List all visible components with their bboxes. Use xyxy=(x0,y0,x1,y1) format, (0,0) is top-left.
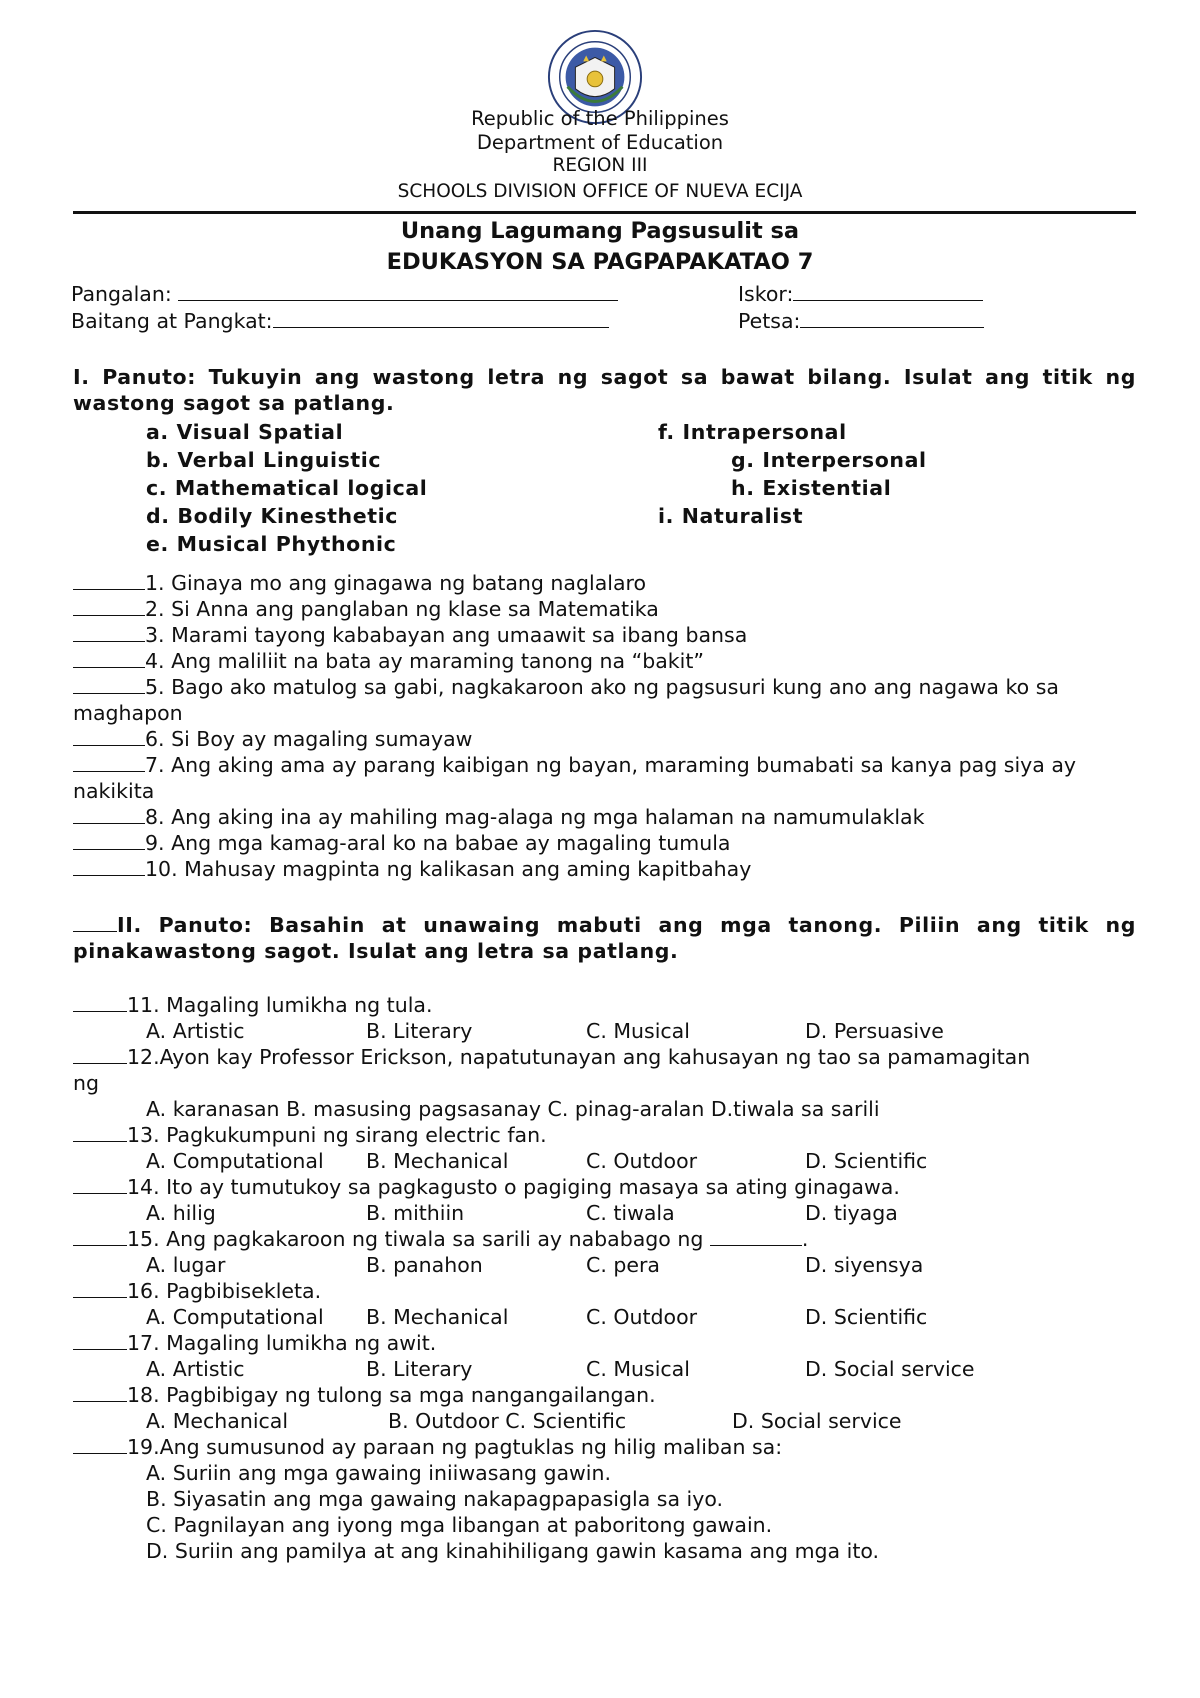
inline-blank[interactable] xyxy=(710,1227,802,1246)
question-16: 16. Pagbibisekleta. xyxy=(73,1279,321,1303)
question-14: 14. Ito ay tumutukoy sa pagkagusto o pagiging masaya sa ating ginagawa. xyxy=(73,1175,900,1199)
question-12: 12.Ayon kay Professor Erickson, napatutunayan ang kahusayan ng tao sa pamamagitan xyxy=(73,1045,1030,1069)
q19-option-b: B. Siyasatin ang mga gawaing nakapagpapasigla sa iyo. xyxy=(146,1487,724,1511)
exam-subject: EDUKASYON SA PAGPAPAKATAO 7 xyxy=(386,249,814,275)
q17-option-d: D. Social service xyxy=(805,1357,975,1381)
q11-option-b: B. Literary xyxy=(366,1019,473,1043)
q11-option-a: A. Artistic xyxy=(146,1019,245,1043)
q12-options: A. karanasan B. masusing pagsasanay C. pinag-aralan D.tiwala sa sarili xyxy=(146,1097,880,1121)
item-5-cont: maghapon xyxy=(73,701,183,725)
q18-option-d: D. Social service xyxy=(732,1409,902,1433)
q19-option-c: C. Pagnilayan ang iyong mga libangan at paboritong gawain. xyxy=(146,1513,773,1537)
date-field[interactable] xyxy=(738,309,984,333)
question-12-cont: ng xyxy=(73,1071,100,1095)
q13-option-b: B. Mechanical xyxy=(366,1149,509,1173)
part2-instruction: II. Panuto: Basahin at unawaing mabuti ang mga tanong. Piliin ang titik ng pinakawastong sagot. Isulat ang letra sa patlang. xyxy=(73,913,1136,963)
question-18: 18. Pagbibigay ng tulong sa mga nangangailangan. xyxy=(73,1383,656,1407)
q15-option-c: C. pera xyxy=(586,1253,660,1277)
q16-option-d: D. Scientific xyxy=(805,1305,928,1329)
header-republic: Republic of the Philippines xyxy=(471,107,729,130)
item-1: 1. Ginaya mo ang ginagawa ng batang naglalaro xyxy=(73,571,646,595)
date-blank[interactable] xyxy=(800,309,984,328)
answer-blank[interactable] xyxy=(73,805,145,824)
question-19: 19.Ang sumusunod ay paraan ng pagtuklas ng hilig maliban sa: xyxy=(73,1435,782,1459)
grade-label: Baitang at Pangkat: xyxy=(71,309,273,333)
choice-b: b. Verbal Linguistic xyxy=(146,448,382,472)
q16-option-a: A. Computational xyxy=(146,1305,324,1329)
score-label: Iskor: xyxy=(738,282,794,306)
item-6: 6. Si Boy ay magaling sumayaw xyxy=(73,727,472,751)
name-field[interactable] xyxy=(71,282,618,306)
answer-blank[interactable] xyxy=(73,831,145,850)
q14-option-c: C. tiwala xyxy=(586,1201,675,1225)
answer-blank[interactable] xyxy=(73,649,145,668)
date-label: Petsa: xyxy=(738,309,801,333)
score-blank[interactable] xyxy=(793,282,983,301)
answer-blank[interactable] xyxy=(73,1045,127,1064)
q15-option-d: D. siyensya xyxy=(805,1253,924,1277)
item-10: 10. Mahusay magpinta ng kalikasan ang aming kapitbahay xyxy=(73,857,751,881)
answer-blank[interactable] xyxy=(73,1383,127,1402)
item-8: 8. Ang aking ina ay mahiling mag-alaga ng mga halaman na namumulaklak xyxy=(73,805,924,829)
answer-blank[interactable] xyxy=(73,727,145,746)
q15-option-a: A. lugar xyxy=(146,1253,226,1277)
answer-blank[interactable] xyxy=(73,913,117,932)
answer-blank[interactable] xyxy=(73,1175,127,1194)
choice-h: h. Existential xyxy=(731,476,892,500)
q13-option-c: C. Outdoor xyxy=(586,1149,698,1173)
q17-option-b: B. Literary xyxy=(366,1357,473,1381)
header-divider xyxy=(73,211,1136,214)
choice-a: a. Visual Spatial xyxy=(146,420,344,444)
answer-blank[interactable] xyxy=(73,993,127,1012)
item-7: 7. Ang aking ama ay parang kaibigan ng bayan, maraming bumabati sa kanya pag siya ay xyxy=(73,753,1076,777)
q17-option-c: C. Musical xyxy=(586,1357,690,1381)
q18-option-a: A. Mechanical xyxy=(146,1409,289,1433)
item-5: 5. Bago ako matulog sa gabi, nagkakaroon ako ng pagsusuri kung ano ang nagawa ko sa xyxy=(73,675,1059,699)
item-3: 3. Marami tayong kababayan ang umaawit sa ibang bansa xyxy=(73,623,747,647)
question-15: 15. Ang pagkakaroon ng tiwala sa sarili ay nababago ng . xyxy=(73,1227,808,1251)
item-9: 9. Ang mga kamag-aral ko na babae ay magaling tumula xyxy=(73,831,731,855)
choice-c: c. Mathematical logical xyxy=(146,476,428,500)
answer-blank[interactable] xyxy=(73,597,145,616)
q14-option-b: B. mithiin xyxy=(366,1201,465,1225)
q13-option-a: A. Computational xyxy=(146,1149,324,1173)
q15-option-b: B. panahon xyxy=(366,1253,483,1277)
choice-d: d. Bodily Kinesthetic xyxy=(146,504,399,528)
part1-instruction: I. Panuto: Tukuyin ang wastong letra ng sagot sa bawat bilang. Isulat ang titik ng wastong sagot sa patlang. xyxy=(73,365,1136,415)
answer-blank[interactable] xyxy=(73,623,145,642)
header-department: Department of Education xyxy=(476,131,724,154)
choice-f: f. Intrapersonal xyxy=(658,420,847,444)
choice-g: g. Interpersonal xyxy=(731,448,927,472)
choice-i: i. Naturalist xyxy=(658,504,804,528)
q16-option-b: B. Mechanical xyxy=(366,1305,509,1329)
q13-option-d: D. Scientific xyxy=(805,1149,928,1173)
answer-blank[interactable] xyxy=(73,753,145,772)
q11-option-c: C. Musical xyxy=(586,1019,690,1043)
q14-option-d: D. tiyaga xyxy=(805,1201,898,1225)
question-17: 17. Magaling lumikha ng awit. xyxy=(73,1331,436,1355)
q16-option-c: C. Outdoor xyxy=(586,1305,698,1329)
answer-blank[interactable] xyxy=(73,1227,127,1246)
answer-blank[interactable] xyxy=(73,571,145,590)
grade-blank[interactable] xyxy=(273,309,609,328)
answer-blank[interactable] xyxy=(73,1331,127,1350)
question-13: 13. Pagkukumpuni ng sirang electric fan. xyxy=(73,1123,547,1147)
item-7-cont: nakikita xyxy=(73,779,155,803)
name-label: Pangalan: xyxy=(71,282,179,306)
q17-option-a: A. Artistic xyxy=(146,1357,245,1381)
choice-e: e. Musical Phythonic xyxy=(146,532,397,556)
exam-title: Unang Lagumang Pagsusulit sa xyxy=(400,218,800,244)
question-11: 11. Magaling lumikha ng tula. xyxy=(73,993,432,1017)
answer-blank[interactable] xyxy=(73,1279,127,1298)
header-region: REGION III xyxy=(552,155,648,176)
name-blank[interactable] xyxy=(178,282,618,301)
q14-option-a: A. hilig xyxy=(146,1201,216,1225)
grade-field[interactable] xyxy=(71,309,609,333)
header-division: SCHOOLS DIVISION OFFICE OF NUEVA ECIJA xyxy=(397,181,803,202)
item-4: 4. Ang maliliit na bata ay maraming tanong na “bakit” xyxy=(73,649,704,673)
q19-option-d: D. Suriin ang pamilya at ang kinahihiligang gawin kasama ang mga ito. xyxy=(146,1539,880,1563)
q18-option-bc: B. Outdoor C. Scientific xyxy=(388,1409,627,1433)
answer-blank[interactable] xyxy=(73,675,145,694)
q11-option-d: D. Persuasive xyxy=(805,1019,944,1043)
item-2: 2. Si Anna ang panglaban ng klase sa Matematika xyxy=(73,597,659,621)
answer-blank[interactable] xyxy=(73,1435,127,1454)
q19-option-a: A. Suriin ang mga gawaing iniiwasang gawin. xyxy=(146,1461,612,1485)
answer-blank[interactable] xyxy=(73,1123,127,1142)
answer-blank[interactable] xyxy=(73,857,145,876)
score-field[interactable] xyxy=(738,282,983,306)
